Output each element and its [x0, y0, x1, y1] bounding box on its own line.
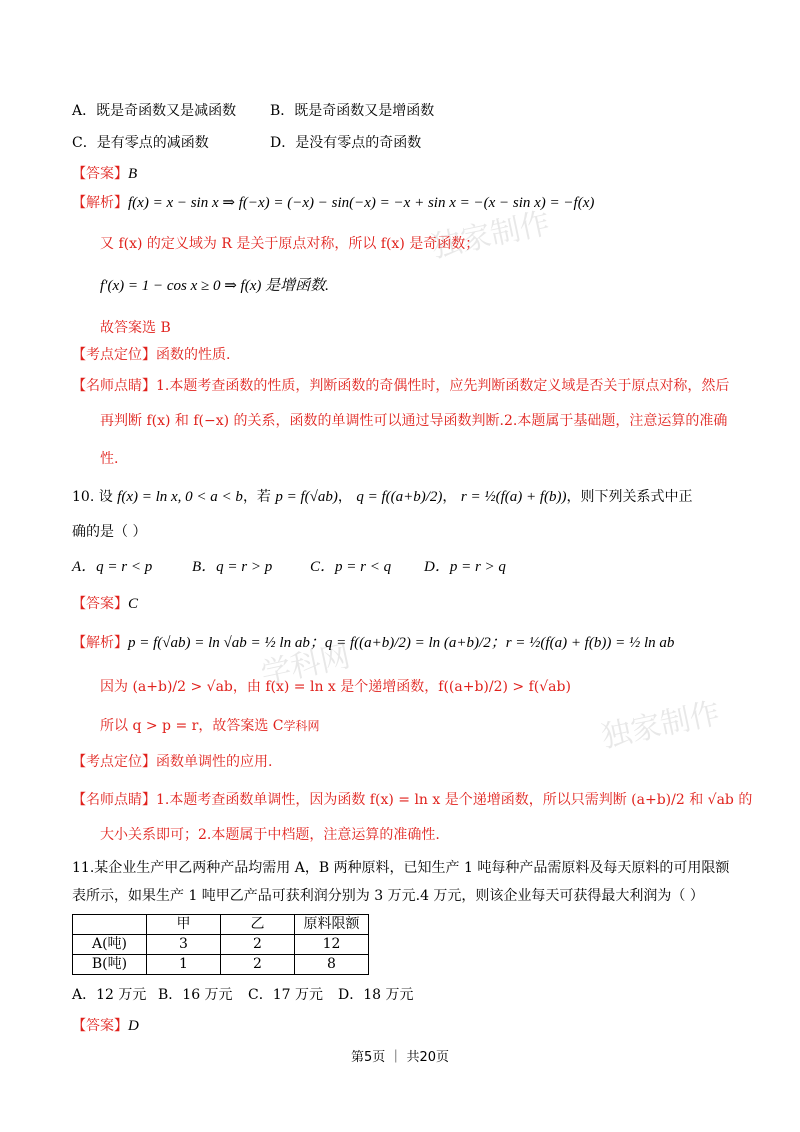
q10-stem-line-1: 10. 设 f(x) = ln x, 0 < a < b，若 p = f(√ab)， q = f((a+b)/2)， r = ½(f(a) + f(b))，则下列关系式中正	[72, 489, 693, 505]
table-cell: 2	[221, 955, 295, 975]
table-header-row	[73, 915, 369, 935]
q9-option-a: A．既是奇函数又是减函数	[72, 103, 237, 119]
q10-tip-line-1	[72, 790, 752, 810]
q9-option-d: D．是没有零点的奇函数	[270, 135, 422, 151]
analysis-formula: f′(x) = 1 − cos x ≥ 0 ⇒ f(x) 是增函数.	[100, 278, 329, 294]
answer-value: B	[128, 166, 138, 182]
q10-analysis-line-2: 因为 (a+b)/2 > √ab，由 f(x) = ln x 是个递增函数，f((a+b)/2) > f(√ab)	[100, 679, 571, 695]
q10-key-point	[72, 752, 272, 772]
page-footer: 第5页 ｜ 共20页	[350, 1050, 450, 1065]
q9-tip-line-1	[72, 376, 729, 396]
watermark-logo: 独家制作	[598, 695, 724, 756]
q9-tip-line-2: 再判断 f(x) 和 f(−x) 的关系，函数的单调性可以通过导函数判断.2.本题属于基础题，注意运算的准确	[100, 413, 728, 429]
q11-option-d: D．18 万元	[338, 987, 414, 1003]
q9-key-point	[72, 345, 230, 365]
answer-value: D	[128, 1018, 139, 1034]
tip-text: 1.本题考查函数的性质，判断函数的奇偶性时，应先判断函数定义域是否关于原点对称，然后	[156, 378, 730, 394]
table-cell: 12	[295, 935, 369, 955]
q9-option-b: B．既是奇函数又是增函数	[270, 103, 435, 119]
q10-option-b: B．q = r > p	[192, 559, 273, 575]
q9-analysis-line-4: 故答案选 B	[100, 320, 171, 336]
q10-option-c: C．p = r < q	[310, 559, 392, 575]
key-point-text: 函数的性质.	[156, 347, 231, 363]
answer-label: 【答案】	[72, 1018, 128, 1034]
q9-answer	[72, 164, 137, 184]
analysis-text: 所以 q > p = r，故答案选 C	[100, 718, 284, 734]
watermark-logo: 学科网	[258, 638, 354, 692]
table-header-cell: 乙	[221, 915, 295, 935]
table-cell: 3	[147, 935, 221, 955]
q10-answer	[72, 594, 138, 614]
q11-answer	[72, 1016, 139, 1036]
key-point-label: 【考点定位】	[72, 754, 156, 770]
q9-tip-line-3: 性.	[100, 451, 119, 467]
tip-label: 【名师点睛】	[72, 378, 156, 394]
q10-stem-p: p = f(√ab)	[275, 489, 338, 505]
q10-option-a: A．q = r < p	[72, 559, 153, 575]
q11-stem-line-1: 11.某企业生产甲乙两种产品均需用 A，B 两种原料，已知生产 1 吨每种产品需原料及每天原料的可用限额	[72, 860, 730, 876]
q9-analysis-line-1	[72, 193, 594, 213]
key-point-label: 【考点定位】	[72, 347, 156, 363]
q9-analysis-line-3	[100, 276, 329, 296]
table-cell: B(吨)	[73, 955, 147, 975]
q10-analysis-line-3	[100, 716, 320, 736]
tip-label: 【名师点睛】	[72, 792, 156, 808]
q10-stem-prefix: 10. 设	[72, 489, 113, 505]
table-row	[73, 935, 369, 955]
answer-label: 【答案】	[72, 596, 128, 612]
q11-stem-line-2: 表所示，如果生产 1 吨甲乙产品可获利润分别为 3 万元.4 万元，则该企业每天可获得最大利润为（ ）	[72, 888, 704, 904]
table-cell: 1	[147, 955, 221, 975]
q10-analysis-line-1	[72, 633, 674, 653]
table-cell: A(吨)	[73, 935, 147, 955]
table-cell: 8	[295, 955, 369, 975]
q10-stem-r: r = ½(f(a) + f(b))	[460, 489, 567, 505]
q10-tip-line-2: 大小关系即可；2.本题属于中档题，注意运算的准确性.	[100, 827, 440, 843]
raw-material-table	[72, 914, 369, 975]
table-header-cell	[73, 915, 147, 935]
watermark-logo: 独家制作	[428, 205, 554, 266]
q11-option-a: A．12 万元	[72, 987, 147, 1003]
analysis-stamp: 学科网	[283, 719, 320, 733]
q11-option-c: C．17 万元	[248, 987, 323, 1003]
answer-label: 【答案】	[72, 166, 128, 182]
q10-stem-tail: ，则下列关系式中正	[566, 489, 693, 505]
table-header-cell: 原料限额	[295, 915, 369, 935]
table-header-cell: 甲	[147, 915, 221, 935]
analysis-formula: p = f(√ab) = ln √ab = ½ ln ab；q = f((a+b)/2) = ln (a+b)/2；r = ½(f(a) + f(b)) = ½ ln ab	[128, 635, 675, 651]
tip-text: 1.本题考查函数单调性，因为函数 f(x) = ln x 是个递增函数，所以只需判断 (a+b)/2 和 √ab 的	[156, 792, 753, 808]
q9-option-c: C．是有零点的减函数	[72, 135, 209, 151]
key-point-text: 函数单调性的应用.	[156, 754, 273, 770]
q11-option-b: B．16 万元	[158, 987, 233, 1003]
analysis-formula: f(x) = x − sin x ⇒ f(−x) = (−x) − sin(−x) = −x + sin x = −(x − sin x) = −f(x)	[128, 195, 595, 211]
q10-stem-q: q = f((a+b)/2)	[356, 489, 443, 505]
q10-stem-f: f(x) = ln x, 0 < a < b	[117, 489, 243, 505]
q10-option-d: D．p = r > q	[424, 559, 506, 575]
q9-analysis-line-2: 又 f(x) 的定义域为 R 是关于原点对称，所以 f(x) 是奇函数；	[100, 236, 480, 252]
analysis-label: 【解析】	[72, 635, 128, 651]
table-cell: 2	[221, 935, 295, 955]
q10-stem-mid: ，若	[242, 489, 271, 505]
q10-stem-line-2: 确的是（ ）	[72, 524, 147, 540]
table-row	[73, 955, 369, 975]
analysis-label: 【解析】	[72, 195, 128, 211]
answer-value: C	[128, 596, 139, 612]
